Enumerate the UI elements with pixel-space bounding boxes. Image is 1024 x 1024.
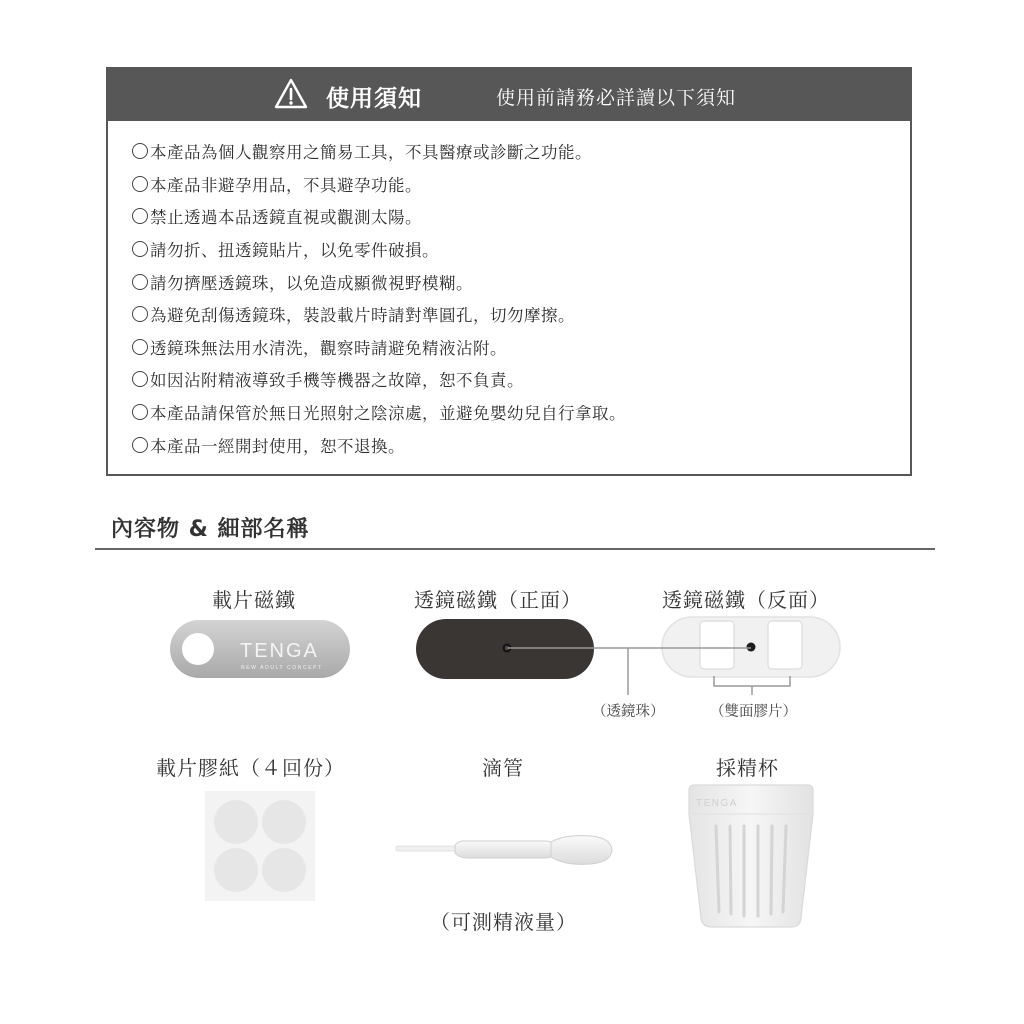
circle-bullet-icon: [132, 176, 148, 192]
lens-bead-note: （透鏡珠）: [592, 704, 665, 720]
circle-bullet-icon: [132, 306, 148, 322]
circle-bullet-icon: [132, 437, 148, 453]
slide-magnet-label: 載片磁鐵: [212, 588, 296, 612]
notice-box: [106, 67, 912, 476]
slide-magnet-image: [168, 618, 352, 680]
circle-bullet-icon: [132, 371, 148, 387]
notice-title: 使用須知: [326, 86, 422, 112]
lens-back-label: 透鏡磁鐵（反面）: [662, 588, 830, 612]
list-item: 本產品請保管於無日光照射之陰涼處，並避免嬰幼兒自行拿取。: [132, 396, 626, 429]
dropper-image: [395, 830, 617, 870]
slide-tape-label: 載片膠紙（４回份）: [156, 756, 345, 780]
dropper-label: 滴管: [482, 756, 524, 780]
brand-logo: TENGA: [240, 640, 319, 662]
double-tape-note: （雙面膠片）: [710, 704, 797, 720]
notice-subtitle: 使用前請務必詳讀以下須知: [496, 87, 737, 109]
cup-print: TENGA: [696, 798, 738, 809]
circle-bullet-icon: [132, 208, 148, 224]
list-item: 為避免刮傷透鏡珠，裝設載片時請對準圓孔，切勿摩擦。: [132, 298, 626, 331]
dropper-note: （可測精液量）: [430, 910, 577, 934]
list-item: 本產品非避孕用品，不具避孕功能。: [132, 168, 626, 201]
collection-cup-image: [686, 784, 816, 930]
section-divider: [95, 548, 935, 550]
circle-bullet-icon: [132, 143, 148, 159]
list-item: 禁止透過本品透鏡直視或觀測太陽。: [132, 200, 626, 233]
circle-bullet-icon: [132, 241, 148, 257]
lens-front-label: 透鏡磁鐵（正面）: [414, 588, 582, 612]
list-item: 請勿擠壓透鏡珠，以免造成顯微視野模糊。: [132, 265, 626, 298]
list-item: 請勿折、扭透鏡貼片，以免零件破損。: [132, 233, 626, 266]
brand-tagline: NEW ADULT CONCEPT: [241, 665, 323, 671]
notice-header: [108, 69, 910, 121]
warning-icon: [274, 78, 308, 110]
list-item: 如因沾附精液導致手機等機器之故障，恕不負責。: [132, 363, 626, 396]
list-item: 透鏡珠無法用水清洗，觀察時請避免精液沾附。: [132, 331, 626, 364]
circle-bullet-icon: [132, 404, 148, 420]
notice-list: [132, 135, 626, 461]
contents-title: 內容物 & 細部名稱: [111, 517, 310, 542]
slide-tape-image: [204, 790, 316, 902]
circle-bullet-icon: [132, 274, 148, 290]
list-item: 本產品一經開封使用，恕不退換。: [132, 428, 626, 461]
list-item: 本產品為個人觀察用之簡易工具，不具醫療或診斷之功能。: [132, 135, 626, 168]
cup-label: 採精杯: [716, 756, 779, 780]
circle-bullet-icon: [132, 339, 148, 355]
